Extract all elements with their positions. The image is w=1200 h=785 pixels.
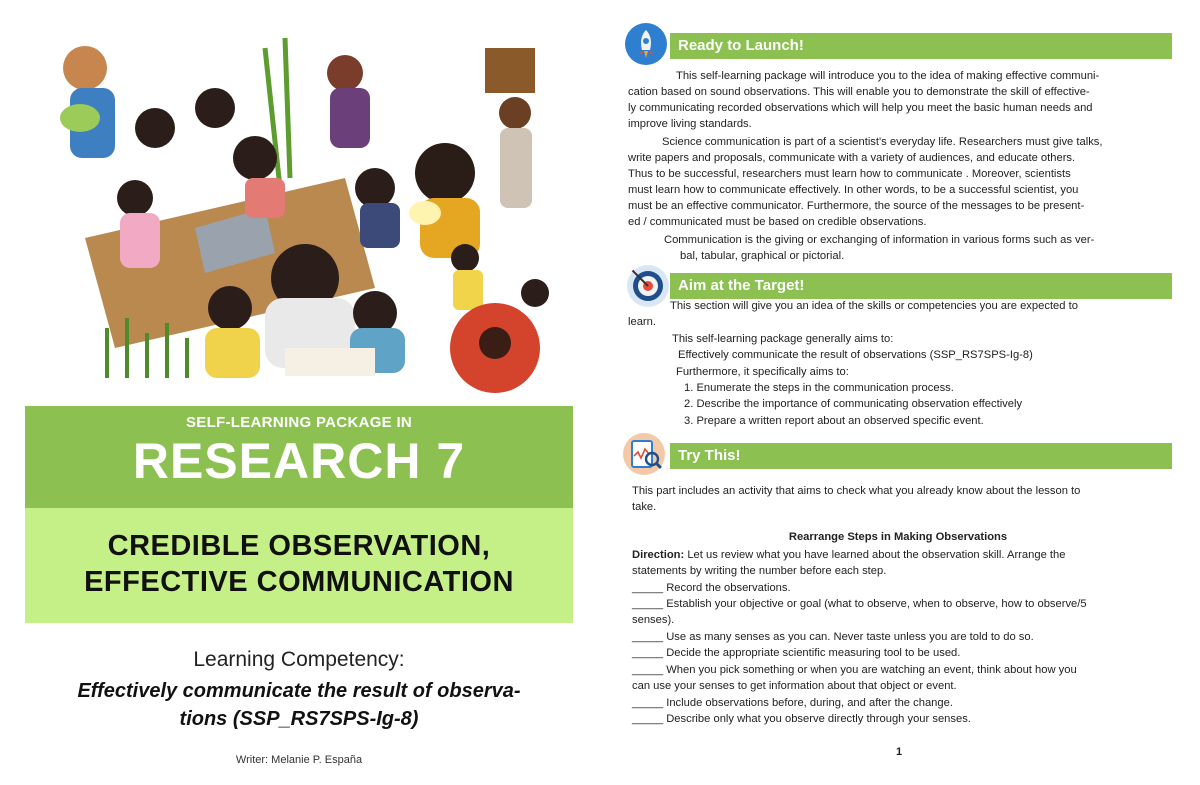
topic-line-2: EFFECTIVE COMMUNICATION — [84, 566, 514, 598]
topic-band — [25, 508, 573, 623]
section-title-aim: Aim at the Target! — [678, 277, 805, 294]
ready-line: must be an effective communicator. Furthermore, the source of the messages to be present- — [628, 200, 1085, 212]
aim-line: learn. — [628, 316, 656, 328]
subject-title: RESEARCH 7 — [132, 433, 466, 489]
topic-line-1: CREDIBLE OBSERVATION, — [107, 530, 491, 562]
competency-text-line-2: tions (SSP_RS7SPS-Ig-8) — [179, 708, 419, 730]
section-header-try — [670, 443, 1172, 469]
step-item: senses). — [632, 614, 675, 626]
page-number: 1 — [896, 746, 903, 758]
ready-line: Thus to be successful, researchers must learn how to communicate . Moreover, scientists — [628, 168, 1071, 180]
direction-text: Let us review what you have learned about the observation skill. Arrange the — [684, 549, 1066, 561]
ready-line: ly communicating recorded observations which will help you meet the basic human needs and — [628, 102, 1093, 114]
step-item: _____ Describe only what you observe directly through your senses. — [632, 713, 971, 725]
ready-line: Science communication is part of a scientist's everyday life. Researchers must give talks, — [662, 136, 1103, 148]
step-item: _____ Use as many senses as you can. Never taste unless you are told to do so. — [632, 631, 1034, 643]
ready-line: ed / communicated must be based on credible observations. — [628, 216, 927, 228]
direction-line-1 — [632, 547, 1065, 563]
section-title-try: Try This! — [678, 447, 741, 464]
step-item: can use your senses to get information about that object or event. — [632, 680, 957, 692]
ready-line: cation based on sound observations. This will enable you to demonstrate the skill of effective- — [628, 86, 1090, 98]
direction-line-2: statements by writing the number before each step. — [632, 565, 887, 577]
content-page — [600, 0, 1200, 785]
aim-line: This self-learning package generally aims to: — [672, 333, 894, 345]
try-intro-line-1: This part includes an activity that aims to check what you already know about the lesson to — [632, 485, 1081, 497]
aim-line: 3. Prepare a written report about an observed specific event. — [684, 415, 984, 427]
step-item: _____ When you pick something or when you are watching an event, think about how you — [632, 664, 1077, 676]
section-title-ready: Ready to Launch! — [678, 37, 804, 54]
aim-line: Furthermore, it specifically aims to: — [676, 366, 849, 378]
ready-line: write papers and proposals, communicate with a variety of audiences, and educate others. — [628, 152, 1076, 164]
step-item: _____ Include observations before, during, and after the change. — [632, 697, 953, 709]
clipboard-magnifier-icon — [622, 432, 666, 476]
direction-label: Direction: — [632, 549, 685, 561]
aim-line: Effectively communicate the result of observations (SSP_RS7SPS-Ig-8) — [678, 349, 1033, 361]
cover-illustration — [45, 28, 565, 400]
step-item: _____ Decide the appropriate scientific measuring tool to be used. — [632, 647, 961, 659]
competency-text-line-1: Effectively communicate the result of observa- — [77, 680, 521, 702]
ready-line: must learn how to communicate effectively. In other words, to be a successful scientist, you — [628, 184, 1079, 196]
writer-credit: Writer: Melanie P. España — [235, 754, 363, 766]
aim-line: This section will give you an idea of the skills or competencies you are expected to — [670, 300, 1078, 312]
aim-line: 1. Enumerate the steps in the communication process. — [684, 382, 954, 394]
step-item: _____ Establish your objective or goal (what to observe, when to observe, how to observe/5 — [632, 598, 1087, 610]
ready-line: bal, tabular, graphical or pictorial. — [680, 250, 845, 262]
competency-label: Learning Competency: — [193, 648, 405, 671]
band-kicker: SELF-LEARNING PACKAGE IN — [185, 414, 413, 431]
step-item: _____ Record the observations. — [632, 582, 791, 594]
rafflesia-flower-shape — [450, 303, 540, 393]
title-band — [25, 406, 573, 508]
aim-line: 2. Describe the importance of communicating observation effectively — [684, 398, 1023, 410]
target-icon — [626, 264, 670, 308]
ready-line: Communication is the giving or exchanging of information in various forms such as ver- — [664, 234, 1095, 246]
ready-line: improve living standards. — [628, 118, 752, 130]
activity-title: Rearrange Steps in Making Observations — [788, 531, 1008, 543]
ready-line: This self-learning package will introduce you to the idea of making effective communi- — [676, 70, 1100, 82]
rocket-icon — [624, 22, 668, 66]
try-intro-line-2: take. — [632, 501, 657, 513]
section-header-aim — [670, 273, 1172, 299]
section-header-ready — [670, 33, 1172, 59]
